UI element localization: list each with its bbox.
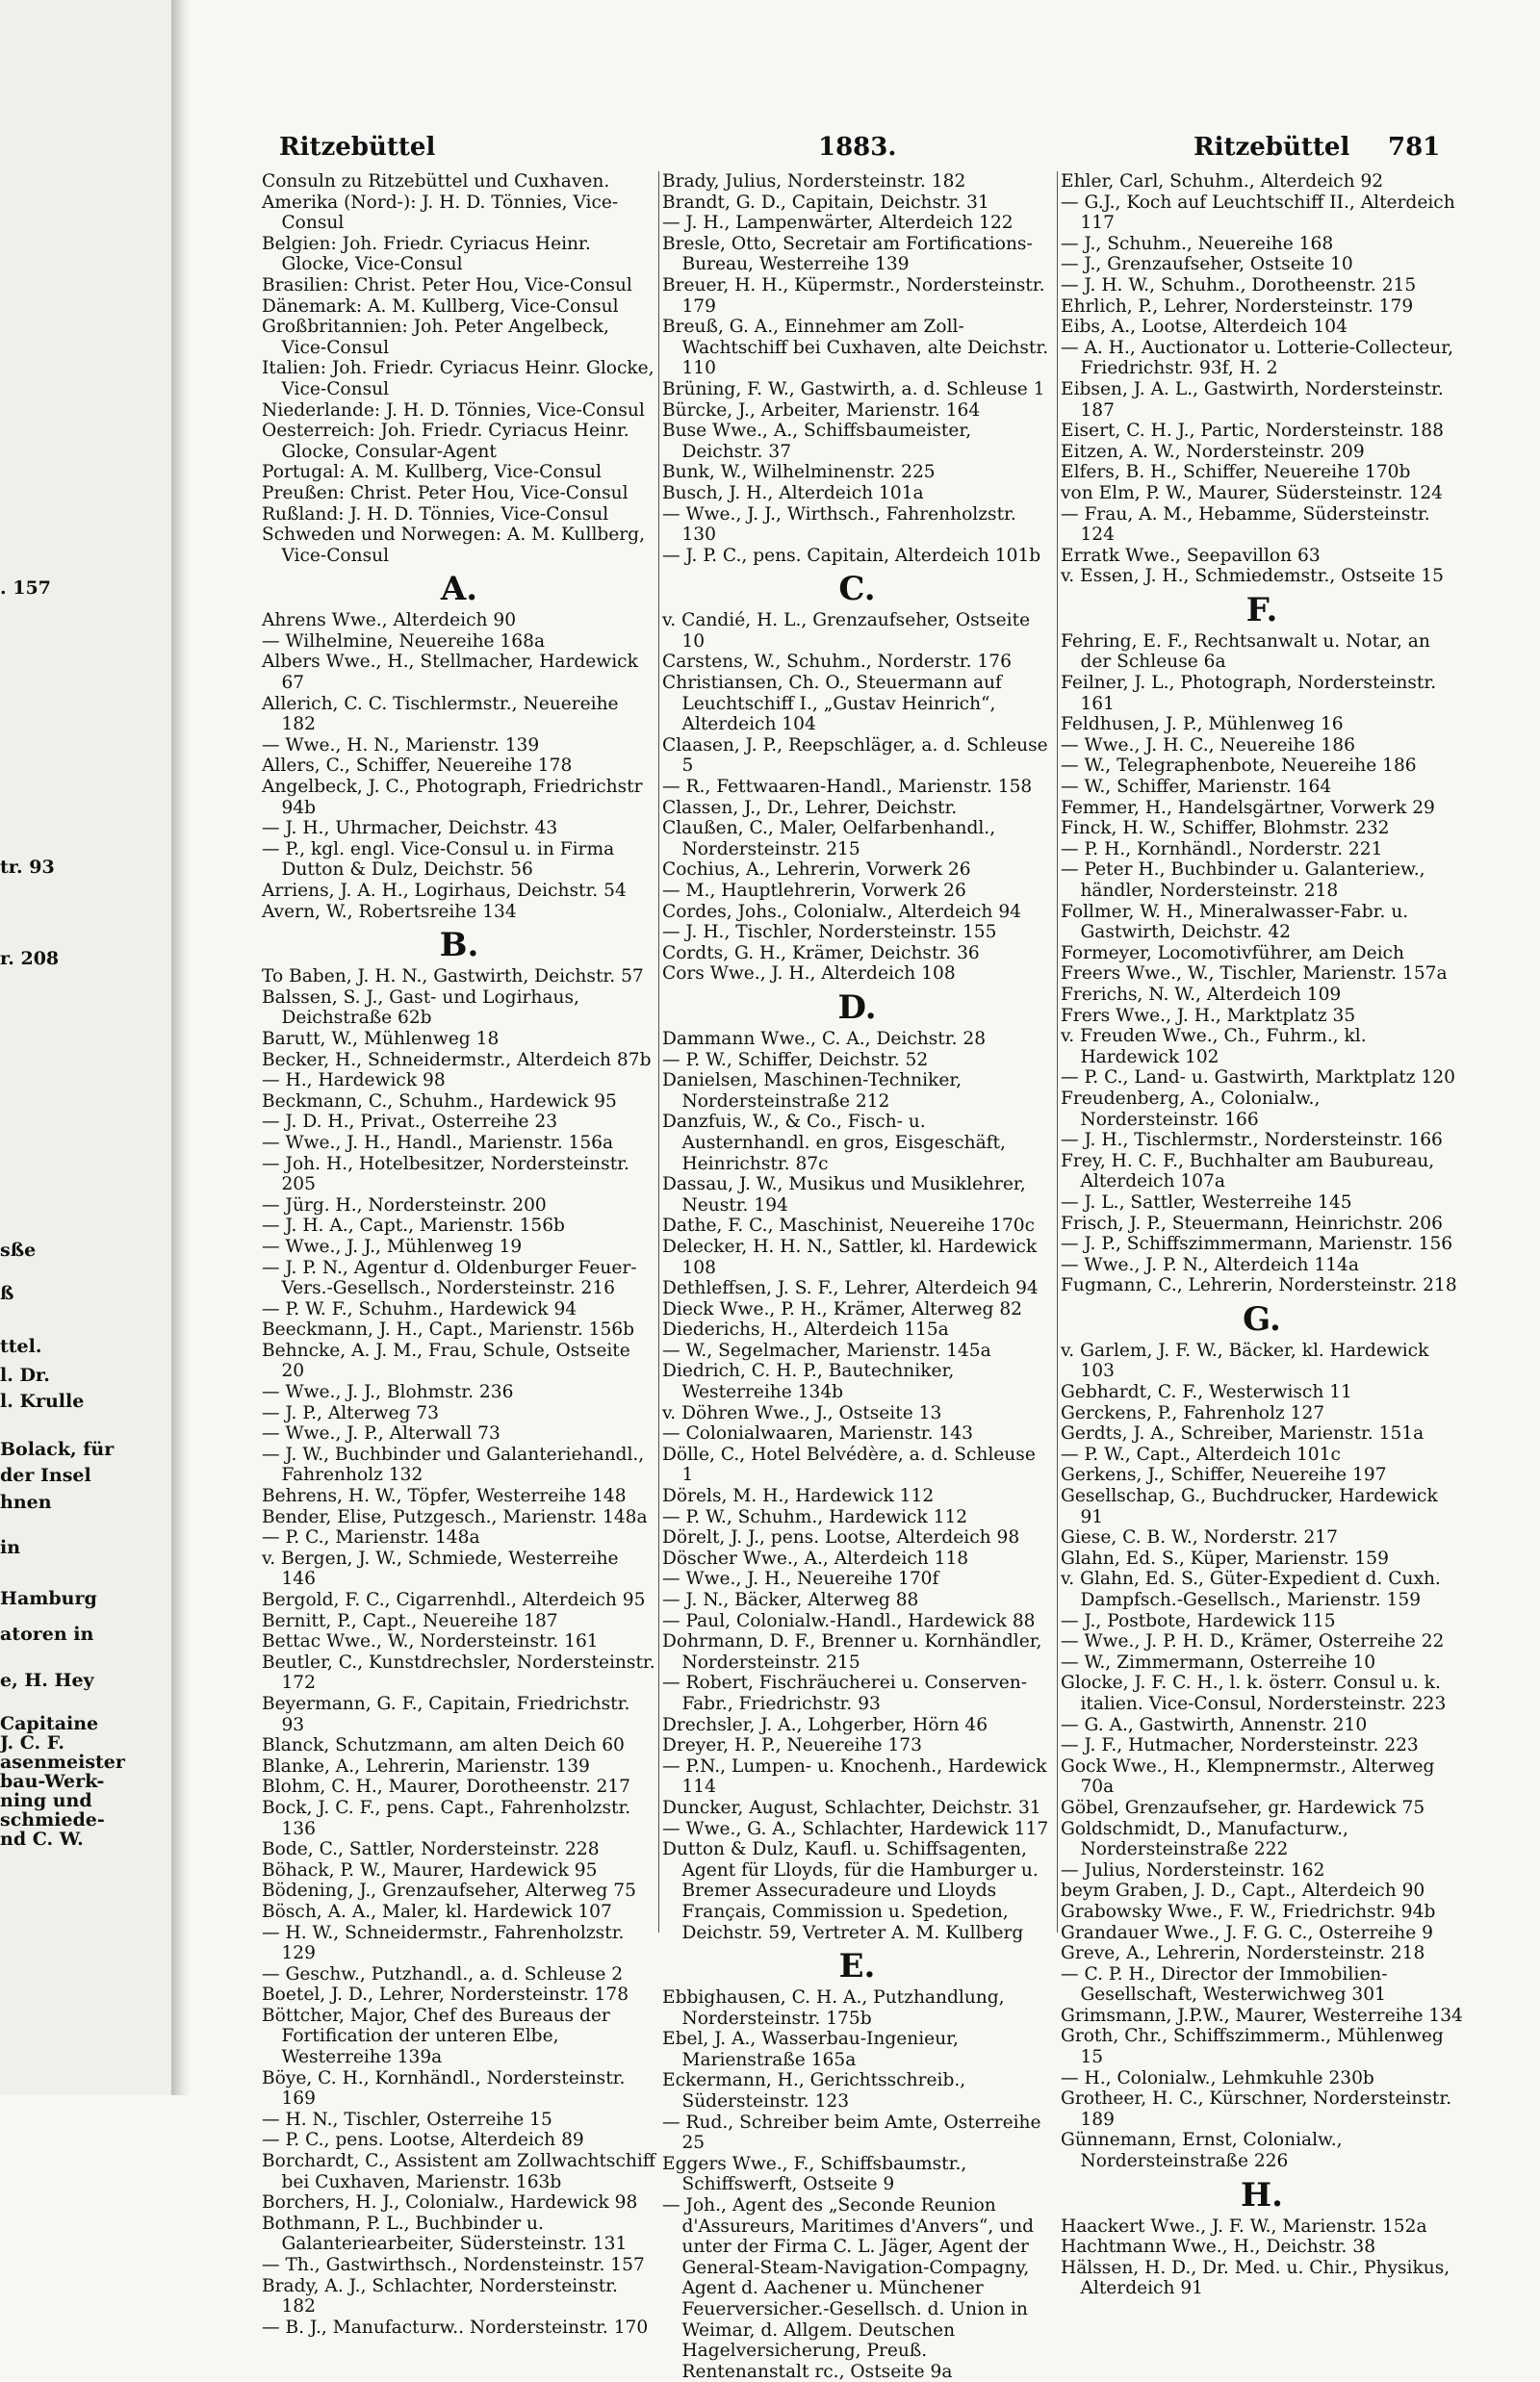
directory-entry: Bunk, W., Wilhelminenstr. 225 [662, 462, 936, 483]
directory-entry: Freudenberg, A., Colonialw., Nordersteinstr. 166 [1061, 1088, 1321, 1130]
directory-entry: — Wwe., J. J., Mühlenweg 19 [262, 1236, 523, 1257]
directory-entry: — R., Fettwaaren-Handl., Marienstr. 158 [662, 777, 1033, 798]
directory-entry: beym Graben, J. D., Capt., Alterdeich 90 [1061, 1881, 1425, 1902]
directory-entry: von Elm, P. W., Maurer, Südersteinstr. 124 [1061, 482, 1443, 503]
directory-entry: Dathe, F. C., Maschinist, Neuereihe 170c [662, 1216, 1036, 1237]
directory-entry: Bödening, J., Grenzaufseher, Alterweg 75 [262, 1881, 636, 1902]
page-number: 781 [1388, 133, 1441, 162]
directory-entry: Ehrlich, P., Lehrer, Nordersteinstr. 179 [1061, 295, 1414, 317]
directory-entry: Brandt, G. D., Capitain, Deichstr. 31 [662, 192, 989, 213]
directory-entry: Dreyer, H. P., Neuereihe 173 [662, 1735, 922, 1756]
directory-entry: Claußen, C., Maler, Oelfarbenhandl., Nordersteinstr. 215 [662, 818, 996, 859]
directory-entry: Brady, A. J., Schlachter, Nordersteinstr. 182 [262, 2275, 618, 2318]
directory-entry: Blanke, A., Lehrerin, Marienstr. 139 [262, 1755, 590, 1777]
directory-entry: Groth, Chr., Schiffszimmerm., Mühlenweg 15 [1061, 2026, 1444, 2068]
directory-entry: Gerkens, J., Schiffer, Neuereihe 197 [1061, 1465, 1387, 1486]
directory-entry: Dethleffsen, J. S. F., Lehrer, Alterdeich 94 [662, 1278, 1039, 1299]
directory-entry: — Wwe., J. P., Alterwall 73 [262, 1423, 500, 1445]
directory-entry: Allerich, C. C. Tischlermstr., Neuereihe 182 [262, 693, 619, 735]
directory-entry: v. Döhren Wwe., J., Ostseite 13 [662, 1402, 942, 1423]
directory-column-2 [662, 171, 1052, 2382]
directory-entry: — Rud., Schreiber beim Amte, Osterreihe 25 [662, 2112, 1041, 2154]
directory-entry: Grotheer, H. C., Kürschner, Nordersteinstr. 189 [1061, 2088, 1452, 2130]
column-rule [1057, 171, 1058, 1933]
directory-entry: Belgien: Joh. Friedr. Cyriacus Heinr. Glocke, Vice-Consul [262, 233, 591, 275]
directory-entry: Preußen: Christ. Peter Hou, Vice-Consul [262, 482, 629, 503]
directory-entry: Döscher Wwe., A., Alterdeich 118 [662, 1548, 969, 1569]
page-header [262, 133, 1441, 171]
directory-entry: Angelbeck, J. C., Photograph, Friedrichstr 94b [262, 777, 643, 818]
directory-entry: Dölle, C., Hotel Belvédère, a. d. Schleuse 1 [662, 1444, 1036, 1486]
directory-entry: Greve, A., Lehrerin, Nordersteinstr. 218 [1061, 1943, 1425, 1964]
directory-entry: — P.N., Lumpen- u. Knochenh., Hardewick 114 [662, 1755, 1047, 1798]
directory-entry: — A. H., Auctionator u. Lotterie-Collecteur, Friedrichstr. 93f, H. 2 [1061, 337, 1453, 379]
directory-entry: — Geschw., Putzhandl., a. d. Schleuse 2 [262, 1963, 624, 1985]
directory-entry: — Frau, A. M., Hebamme, Südersteinstr. 124 [1061, 503, 1430, 546]
section-letter: A. [440, 570, 478, 609]
previous-page-fragment: sße [0, 1240, 37, 1261]
directory-entry: Danielsen, Maschinen-Techniker, Nordersteinstraße 212 [662, 1070, 962, 1112]
directory-entry: Grimsmann, J.P.W., Maurer, Westerreihe 134 [1061, 2005, 1463, 2026]
directory-entry: Formeyer, Locomotivführer, am Deich [1061, 942, 1404, 963]
directory-entry: Giese, C. B. W., Norderstr. 217 [1061, 1527, 1338, 1549]
directory-entry: — P. W., Schiffer, Deichstr. 52 [662, 1049, 929, 1070]
previous-page-fragment: l. Dr. [0, 1365, 50, 1386]
directory-entry: — M., Hauptlehrerin, Vorwerk 26 [662, 881, 966, 901]
directory-entry: Niederlande: J. H. D. Tönnies, Vice-Consul [262, 399, 645, 421]
book-gutter [171, 0, 191, 2095]
directory-entry: — Wwe., H. N., Marienstr. 139 [262, 734, 540, 756]
directory-entry: — P. W., Capt., Alterdeich 101c [1061, 1444, 1341, 1465]
directory-entry: Brasilien: Christ. Peter Hou, Vice-Consul [262, 274, 632, 295]
directory-entry: — Paul, Colonialw.-Handl., Hardewick 88 [662, 1610, 1036, 1631]
directory-entry: Drechsler, J. A., Lohgerber, Hörn 46 [662, 1714, 988, 1735]
directory-entry: Bresle, Otto, Secretair am Fortifications-Bureau, Westerreihe 139 [662, 233, 1033, 275]
directory-entry: — Joh. H., Hotelbesitzer, Nordersteinstr. 205 [262, 1153, 629, 1195]
previous-page-fragment: ttel. [0, 1336, 42, 1357]
directory-entry: Bothmann, P. L., Buchbinder u. Galanteriearbeiter, Südersteinstr. 131 [262, 2213, 628, 2255]
previous-page-fragment: l. Krulle [0, 1391, 85, 1412]
directory-entry: Ehler, Carl, Schuhm., Alterdeich 92 [1061, 171, 1384, 192]
directory-entry: Eibs, A., Lootse, Alterdeich 104 [1061, 317, 1348, 338]
directory-entry: — J. D. H., Privat., Osterreihe 23 [262, 1112, 558, 1133]
directory-entry: Borchers, H. J., Colonialw., Hardewick 98 [262, 2192, 638, 2214]
directory-entry: Erratk Wwe., Seepavillon 63 [1061, 545, 1321, 566]
directory-entry: Diedrich, C. H. P., Bautechniker, Westerreihe 134b [662, 1361, 955, 1403]
section-letter: C. [838, 570, 876, 609]
directory-entry: Dieck Wwe., P. H., Krämer, Alterweg 82 [662, 1298, 1023, 1319]
directory-entry: — W., Segelmacher, Marienstr. 145a [662, 1340, 991, 1361]
directory-entry: Gebhardt, C. F., Westerwisch 11 [1061, 1382, 1352, 1403]
directory-entry: — Julius, Nordersteinstr. 162 [1061, 1859, 1325, 1881]
directory-entry: Blohm, C. H., Maurer, Dorotheenstr. 217 [262, 1777, 631, 1798]
directory-entry: Christiansen, Ch. O., Steuermann auf Leuchtschiff I., „Gustav Heinrich“, Alterdeich 104 [662, 673, 1002, 735]
previous-page-fragment: bau-Werk- [0, 1771, 105, 1792]
directory-entry: Elfers, B. H., Schiffer, Neuereihe 170b [1061, 462, 1411, 483]
directory-entry: v. Freuden Wwe., Ch., Fuhrm., kl. Hardewick 102 [1061, 1026, 1367, 1067]
directory-entry: Dänemark: A. M. Kullberg, Vice-Consul [262, 295, 619, 317]
section-letter: D. [837, 987, 877, 1027]
directory-entry: Bode, C., Sattler, Nordersteinstr. 228 [262, 1839, 600, 1860]
directory-entry: Schweden und Norwegen: A. M. Kullberg, Vice-Consul [262, 525, 645, 566]
previous-page-fragment: J. C. F. [0, 1732, 64, 1754]
directory-entry: — P. W., Schuhm., Hardewick 112 [662, 1506, 968, 1527]
directory-entry: Gerdts, J. A., Schreiber, Marienstr. 151a [1061, 1423, 1424, 1445]
directory-entry: Amerika (Nord-): J. H. D. Tönnies, Vice-Consul [262, 192, 619, 234]
directory-entry: Ebel, J. A., Wasserbau-Ingenieur, Marienstraße 165a [662, 2029, 959, 2070]
directory-entry: Göbel, Grenzaufseher, gr. Hardewick 75 [1061, 1797, 1425, 1818]
directory-entry: — J. F., Hutmacher, Nordersteinstr. 223 [1061, 1735, 1419, 1756]
previous-page-fragment: Capitaine [0, 1713, 99, 1734]
directory-entry: Arriens, J. A. H., Logirhaus, Deichstr. 54 [262, 881, 627, 901]
directory-entry: Günnemann, Ernst, Colonialw., Nordersteinstraße 226 [1061, 2130, 1343, 2172]
directory-entry: Boetel, J. D., Lehrer, Nordersteinstr. 178 [262, 1985, 629, 2006]
directory-entry: — H. N., Tischler, Osterreihe 15 [262, 2109, 552, 2130]
directory-entry: Oesterreich: Joh. Friedr. Cyriacus Heinr. Glocke, Consular-Agent [262, 421, 629, 462]
directory-entry: Avern, W., Robertsreihe 134 [262, 901, 517, 922]
directory-entry: — P. W. F., Schuhm., Hardewick 94 [262, 1298, 578, 1319]
directory-entry: Frers Wwe., J. H., Marktplatz 35 [1061, 1005, 1356, 1026]
directory-entry: — W., Telegraphenbote, Neuereihe 186 [1061, 756, 1417, 777]
directory-entry: Balssen, S. J., Gast- und Logirhaus, Deichstraße 62b [262, 986, 579, 1029]
column-rule [658, 171, 659, 1933]
directory-entry: Buse Wwe., A., Schiffsbaumeister, Deichstr. 37 [662, 421, 972, 462]
directory-entry: Finck, H. W., Schiffer, Blohmstr. 232 [1061, 818, 1390, 839]
directory-entry: — Wwe., J. H. C., Neuereihe 186 [1061, 734, 1355, 756]
directory-entry: Carstens, W., Schuhm., Norderstr. 176 [662, 652, 1012, 673]
directory-entry: Eisert, C. H. J., Partic, Nordersteinstr. 188 [1061, 421, 1444, 442]
directory-entry: Portugal: A. M. Kullberg, Vice-Consul [262, 462, 602, 483]
directory-entry: Claasen, J. P., Reepschläger, a. d. Schleuse 5 [662, 734, 1048, 777]
header-right-title: Ritzebüttel [1194, 133, 1350, 162]
directory-entry: — J. W., Buchbinder und Galanteriehandl., Fahrenholz 132 [262, 1444, 645, 1486]
directory-entry: Glahn, Ed. S., Küper, Marienstr. 159 [1061, 1548, 1389, 1569]
section-letter: H. [1241, 2175, 1283, 2215]
directory-entry: Consuln zu Ritzebüttel und Cuxhaven. [262, 171, 610, 192]
directory-entry: — Wwe., G. A., Schlachter, Hardewick 117 [662, 1818, 1049, 1839]
directory-entry: Brady, Julius, Nordersteinstr. 182 [662, 171, 966, 192]
directory-entry: — P. C., Marienstr. 148a [262, 1527, 480, 1549]
section-letter: E. [838, 1947, 876, 1986]
previous-page-fragment: hnen [0, 1492, 52, 1513]
directory-entry: — J. P. N., Agentur d. Oldenburger Feuer-Vers.-Gesellsch., Nordersteinstr. 216 [262, 1257, 637, 1299]
directory-entry: Feilner, J. L., Photograph, Nordersteinstr. 161 [1061, 673, 1437, 714]
previous-page-fragment: ß [0, 1283, 14, 1304]
previous-page-fragment: tr. 93 [0, 857, 55, 878]
directory-entry: Hälssen, H. D., Dr. Med. u. Chir., Physikus, Alterdeich 91 [1061, 2257, 1450, 2299]
directory-entry: Gesellschap, G., Buchdrucker, Hardewick 91 [1061, 1486, 1438, 1527]
directory-entry: — W., Zimmermann, Osterreihe 10 [1061, 1652, 1376, 1673]
directory-entry: Cors Wwe., J. H., Alterdeich 108 [662, 963, 956, 985]
directory-entry: — P. C., pens. Lootse, Alterdeich 89 [262, 2130, 584, 2151]
directory-entry: — C. P. H., Director der Immobilien-Gesellschaft, Westerwichweg 301 [1061, 1963, 1388, 2006]
section-letter: G. [1243, 1299, 1281, 1339]
directory-entry: Gerckens, P., Fahrenholz 127 [1061, 1402, 1325, 1423]
header-year: 1883. [818, 133, 897, 162]
directory-entry: Blanck, Schutzmann, am alten Deich 60 [262, 1735, 625, 1756]
directory-entry: Cochius, A., Lehrerin, Vorwerk 26 [662, 859, 971, 881]
header-left-title: Ritzebüttel [279, 133, 436, 162]
directory-entry: — J. H. A., Capt., Marienstr. 156b [262, 1216, 565, 1237]
directory-entry: — H. W., Schneidermstr., Fahrenholzstr. 129 [262, 1922, 625, 1964]
directory-entry: To Baben, J. H. N., Gastwirth, Deichstr. 57 [262, 966, 644, 987]
previous-page-fragment: nd C. W. [0, 1829, 84, 1850]
directory-entry: Bettac Wwe., W., Nordersteinstr. 161 [262, 1631, 599, 1652]
directory-entry: Borchardt, C., Assistent am Zollwachtschiff bei Cuxhaven, Marienstr. 163b [262, 2151, 656, 2192]
directory-entry: Rußland: J. H. D. Tönnies, Vice-Consul [262, 503, 609, 525]
previous-page-fragment: asenmeister [0, 1752, 125, 1773]
directory-entry: — Jürg. H., Nordersteinstr. 200 [262, 1194, 547, 1216]
directory-entry: v. Garlem, J. F. W., Bäcker, kl. Hardewick 103 [1061, 1340, 1429, 1382]
directory-entry: — J. H., Tischler, Nordersteinstr. 155 [662, 922, 997, 943]
directory-entry: — Th., Gastwirthsch., Nordensteinstr. 157 [262, 2255, 645, 2275]
directory-entry: Beeckmann, J. H., Capt., Marienstr. 156b [262, 1319, 635, 1341]
directory-entry: Grabowsky Wwe., F. W., Friedrichstr. 94b [1061, 1901, 1436, 1922]
directory-entry: — G.J., Koch auf Leuchtschiff II., Alterdeich 117 [1061, 192, 1455, 234]
directory-entry: Allers, C., Schiffer, Neuereihe 178 [262, 756, 573, 777]
directory-entry: — J. P., Alterweg 73 [262, 1402, 439, 1423]
directory-entry: Frey, H. C. F., Buchhalter am Baubureau, Alterdeich 107a [1061, 1150, 1435, 1192]
directory-column-1 [262, 171, 656, 2338]
directory-entry: Bender, Elise, Putzgesch., Marienstr. 148a [262, 1506, 648, 1527]
directory-entry: Großbritannien: Joh. Peter Angelbeck, Vice-Consul [262, 317, 609, 358]
directory-entry: Behrens, H. W., Töpfer, Westerreihe 148 [262, 1486, 627, 1507]
directory-entry: Bürcke, J., Arbeiter, Marienstr. 164 [662, 399, 981, 421]
directory-entry: v. Essen, J. H., Schmiedemstr., Ostseite 15 [1061, 566, 1444, 587]
directory-entry: — Wwe., J. J., Blohmstr. 236 [262, 1382, 514, 1403]
directory-entry: — Wilhelmine, Neuereihe 168a [262, 630, 546, 652]
directory-entry: — J. P., Schiffszimmermann, Marienstr. 156 [1061, 1234, 1453, 1255]
directory-entry: Barutt, W., Mühlenweg 18 [262, 1028, 500, 1049]
directory-column-3 [1061, 171, 1463, 2299]
directory-entry: — P. H., Kornhändl., Norderstr. 221 [1061, 838, 1383, 859]
directory-entry: Böye, C. H., Kornhändl., Nordersteinstr. 169 [262, 2067, 626, 2110]
directory-entry: Eibsen, J. A. L., Gastwirth, Nordersteinstr. 187 [1061, 378, 1444, 421]
directory-entry: Bergold, F. C., Cigarrenhdl., Alterdeich 95 [262, 1590, 646, 1610]
directory-entry: — H., Colonialw., Lehmkuhle 230b [1061, 2067, 1374, 2088]
directory-entry: Goldschmidt, D., Manufacturw., Nordersteinstraße 222 [1061, 1818, 1348, 1860]
section-letter: F. [1245, 590, 1278, 629]
directory-entry: — J. H., Lampenwärter, Alterdeich 122 [662, 213, 1014, 234]
directory-entry: — Colonialwaaren, Marienstr. 143 [662, 1423, 973, 1445]
directory-entry: — P. C., Land- u. Gastwirth, Marktplatz 120 [1061, 1067, 1455, 1089]
directory-entry: v. Glahn, Ed. S., Güter-Expedient d. Cuxh. Dampfsch.-Gesellsch., Marienstr. 159 [1061, 1569, 1441, 1610]
previous-page-fragment: ning und [0, 1790, 92, 1811]
directory-entry: Ebbighausen, C. H. A., Putzhandlung, Nordersteinstr. 175b [662, 1987, 1005, 2029]
directory-entry: — Wwe., J. P. H. D., Krämer, Osterreihe 22 [1061, 1631, 1445, 1652]
directory-entry: — H., Hardewick 98 [262, 1070, 446, 1091]
directory-entry: Glocke, J. F. C. H., l. k. österr. Consul u. k. italien. Vice-Consul, Nordersteinstr. 223 [1061, 1673, 1447, 1714]
directory-entry: Classen, J., Dr., Lehrer, Deichstr. [662, 797, 958, 818]
directory-entry: — J., Postbote, Hardewick 115 [1061, 1610, 1336, 1631]
directory-entry: Breuer, H. H., Küpermstr., Nordersteinstr. 179 [662, 274, 1045, 317]
directory-entry: Fugmann, C., Lehrerin, Nordersteinstr. 218 [1061, 1275, 1457, 1296]
directory-entry: Diederichs, H., Alterdeich 115a [662, 1319, 949, 1341]
directory-entry: Grandauer Wwe., J. F. G. C., Osterreihe 9 [1061, 1922, 1433, 1943]
directory-entry: Hachtmann Wwe., H., Deichstr. 38 [1061, 2237, 1376, 2258]
directory-entry: Breuß, G. A., Einnehmer am Zoll-Wachtschiff bei Cuxhaven, alte Deichstr. 110 [662, 317, 1049, 379]
directory-entry: Freers Wwe., W., Tischler, Marienstr. 157a [1061, 963, 1448, 985]
directory-entry: — J. H., Uhrmacher, Deichstr. 43 [262, 818, 558, 839]
previous-page-fragment: in [0, 1537, 21, 1558]
previous-page-fragment: atoren in [0, 1624, 94, 1645]
directory-entry: Bösch, A. A., Maler, kl. Hardewick 107 [262, 1901, 612, 1922]
directory-entry: — Wwe., J. H., Neuereihe 170f [662, 1569, 939, 1590]
directory-entry: Becker, H., Schneidermstr., Alterdeich 87b [262, 1049, 652, 1070]
directory-entry: — J. P. C., pens. Capitain, Alterdeich 101b [662, 545, 1041, 566]
directory-entry: Dassau, J. W., Musikus und Musiklehrer, Neustr. 194 [662, 1174, 1026, 1216]
directory-entry: Dörelt, J. J., pens. Lootse, Alterdeich 98 [662, 1527, 1020, 1549]
directory-entry: Ahrens Wwe., Alterdeich 90 [262, 610, 517, 631]
directory-entry: — B. J., Manufacturw.. Nordersteinstr. 170 [262, 2317, 649, 2338]
directory-entry: Böttcher, Major, Chef des Bureaus der Fortification der unteren Elbe, Westerreihe 139a [262, 2005, 610, 2068]
section-letter: B. [439, 926, 479, 965]
directory-entry: Eitzen, A. W., Nordersteinstr. 209 [1061, 441, 1365, 462]
directory-entry: — J. H. W., Schuhm., Dorotheenstr. 215 [1061, 274, 1417, 295]
directory-entry: Dutton & Dulz, Kaufl. u. Schiffsagenten, Agent für Lloyds, für die Hamburger u. Bremer Assecuradeure und Lloyds Français, Commission u. Spedetion, Deichstr. 59, Vertreter A. M. Kullberg [662, 1839, 1039, 1943]
directory-entry: Bernitt, P., Capt., Neuereihe 187 [262, 1610, 558, 1631]
previous-page-fragment: Bolack, für [0, 1439, 115, 1460]
directory-entry: Feldhusen, J. P., Mühlenweg 16 [1061, 714, 1344, 735]
directory-entry: — J. L., Sattler, Westerreihe 145 [1061, 1191, 1352, 1213]
previous-page-fragment: schmiede- [0, 1809, 105, 1831]
directory-entry: — J. N., Bäcker, Alterweg 88 [662, 1590, 919, 1610]
directory-entry: Dörels, M. H., Hardewick 112 [662, 1486, 935, 1507]
directory-entry: — Wwe., J. P. N., Alterdeich 114a [1061, 1254, 1359, 1275]
directory-entry: Haackert Wwe., J. F. W., Marienstr. 152a [1061, 2216, 1427, 2237]
previous-page-fragment: . 157 [0, 577, 51, 599]
directory-entry: Behncke, A. J. M., Frau, Schule, Ostseite 20 [262, 1340, 630, 1382]
directory-entry: Delecker, H. H. N., Sattler, kl. Hardewick 108 [662, 1236, 1038, 1278]
directory-entry: Frerichs, N. W., Alterdeich 109 [1061, 984, 1342, 1005]
directory-entry: Duncker, August, Schlachter, Deichstr. 31 [662, 1797, 1041, 1818]
directory-entry: Dohrmann, D. F., Brenner u. Kornhändler, Nordersteinstr. 215 [662, 1631, 1042, 1673]
directory-entry: v. Candié, H. L., Grenzaufseher, Ostseite 10 [662, 610, 1031, 652]
directory-entry: Cordts, G. H., Krämer, Deichstr. 36 [662, 942, 980, 963]
directory-entry: Albers Wwe., H., Stellmacher, Hardewick 67 [262, 652, 638, 694]
directory-entry: — W., Schiffer, Marienstr. 164 [1061, 777, 1332, 798]
previous-page-fragment: r. 208 [0, 948, 60, 969]
directory-entry: Cordes, Johs., Colonialw., Alterdeich 94 [662, 901, 1021, 922]
directory-entry: — Joh., Agent des „Seconde Reunion d'Assureurs, Maritimes d'Anvers“, und unter der Firma C. L. Jäger, Agent der General-Steam-Navigation-Compagny, Agent d. Aachener u. Münchener Feuerversicher.-Gesellsch. d. Union in Weimar, d. Allgem. Deutschen Hagelversicherung, Preuß. Rentenanstalt rc., Ostseite 9a [662, 2195, 1035, 2382]
directory-entry: — G. A., Gastwirth, Annenstr. 210 [1061, 1714, 1368, 1735]
directory-entry: Eggers Wwe., F., Schiffsbaumstr., Schiffswerft, Ostseite 9 [662, 2153, 967, 2195]
directory-entry: Bock, J. C. F., pens. Capt., Fahrenholzstr. 136 [262, 1797, 631, 1839]
directory-entry: — J., Schuhm., Neuereihe 168 [1061, 233, 1334, 254]
directory-entry: Beutler, C., Kunstdrechsler, Nordersteinstr. 172 [262, 1652, 655, 1694]
directory-entry: Busch, J. H., Alterdeich 101a [662, 482, 924, 503]
directory-entry: — Robert, Fischräucherei u. Conserven-Fabr., Friedrichstr. 93 [662, 1673, 1028, 1714]
directory-entry: — P., kgl. engl. Vice-Consul u. in Firma Dutton & Dulz, Deichstr. 56 [262, 838, 615, 881]
directory-entry: — Peter H., Buchbinder u. Galanteriew., händler, Nordersteinstr. 218 [1061, 859, 1425, 901]
directory-entry: — J. H., Tischlermstr., Nordersteinstr. 166 [1061, 1130, 1443, 1151]
directory-entry: Dammann Wwe., C. A., Deichstr. 28 [662, 1028, 987, 1049]
directory-entry: Italien: Joh. Friedr. Cyriacus Heinr. Glocke, Vice-Consul [262, 358, 654, 399]
directory-entry: Fehring, E. F., Rechtsanwalt u. Notar, an der Schleuse 6a [1061, 630, 1430, 673]
directory-entry: — Wwe., J. J., Wirthsch., Fahrenholzstr. 130 [662, 503, 1016, 546]
directory-entry: Frisch, J. P., Steuermann, Heinrichstr. 206 [1061, 1213, 1443, 1234]
previous-page-fragment: Hamburg [0, 1588, 97, 1609]
directory-entry: v. Bergen, J. W., Schmiede, Westerreihe 146 [262, 1548, 619, 1590]
previous-page-fragment: e, H. Hey [0, 1670, 94, 1691]
directory-entry: Böhack, P. W., Maurer, Hardewick 95 [262, 1859, 598, 1881]
directory-entry: Beckmann, C., Schuhm., Hardewick 95 [262, 1090, 617, 1112]
directory-entry: Follmer, W. H., Mineralwasser-Fabr. u. Gastwirth, Deichstr. 42 [1061, 901, 1409, 943]
directory-entry: — Wwe., J. H., Handl., Marienstr. 156a [262, 1132, 614, 1153]
directory-entry: Brüning, F. W., Gastwirth, a. d. Schleuse 1 [662, 378, 1045, 399]
directory-entry: Beyermann, G. F., Capitain, Friedrichstr. 93 [262, 1693, 630, 1735]
directory-entry: Femmer, H., Handelsgärtner, Vorwerk 29 [1061, 797, 1435, 818]
directory-entry: — J., Grenzaufseher, Ostseite 10 [1061, 254, 1353, 275]
previous-page-fragment: der Insel [0, 1465, 91, 1486]
directory-entry: Danzfuis, W., & Co., Fisch- u. Austernhandl. en gros, Eisgeschäft, Heinrichstr. 87c [662, 1112, 1006, 1174]
directory-entry: Gock Wwe., H., Klempnermstr., Alterweg 70a [1061, 1755, 1435, 1798]
directory-entry: Eckermann, H., Gerichtsschreib., Südersteinstr. 123 [662, 2070, 966, 2113]
